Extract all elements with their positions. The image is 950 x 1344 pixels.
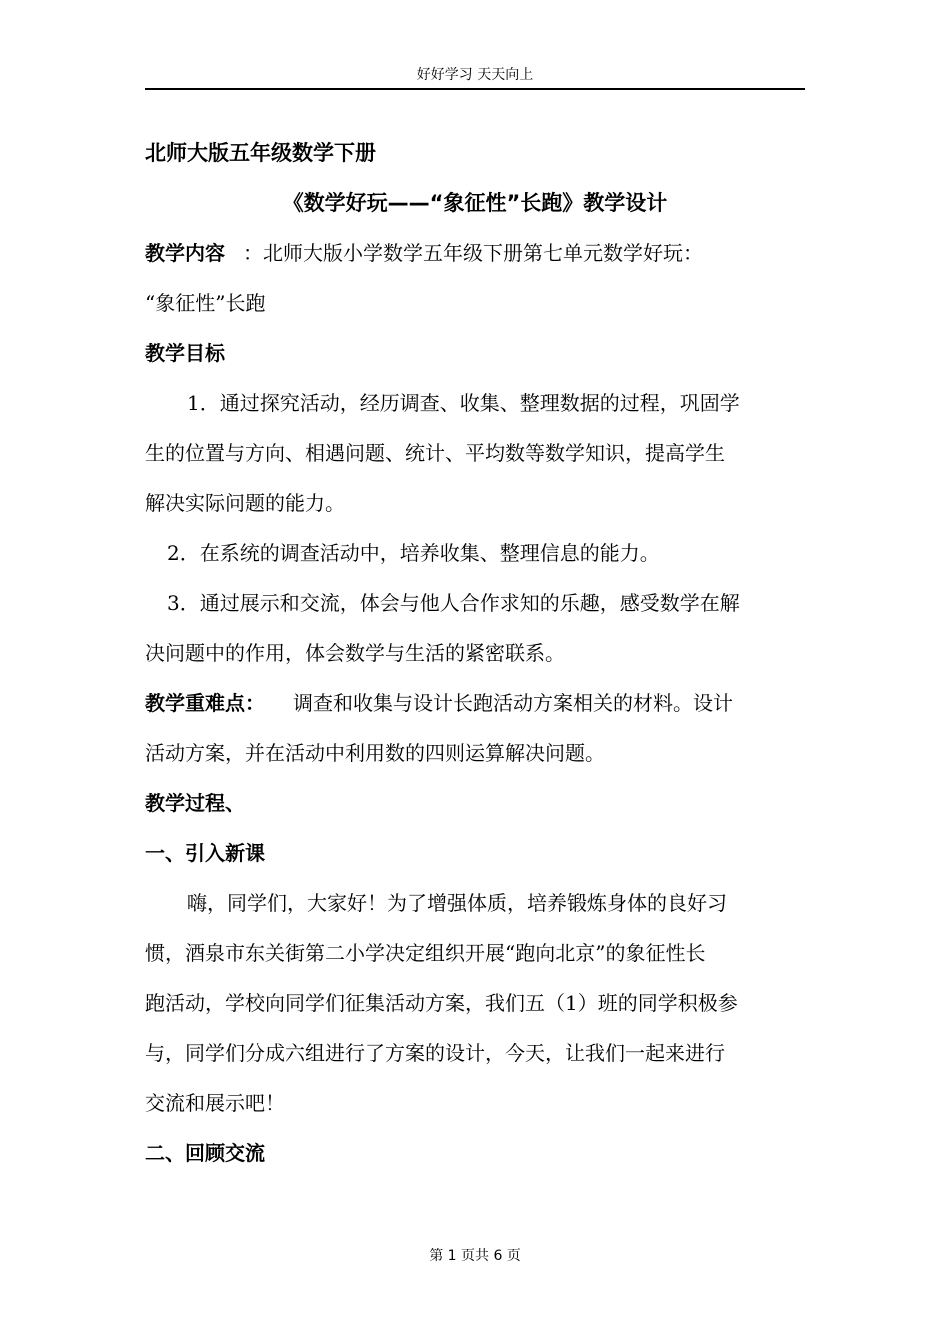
document-body	[145, 128, 805, 1178]
teaching-content-text2: “象征性”长跑	[145, 291, 266, 315]
section-1-para-line5: 交流和展示吧！	[145, 1091, 285, 1115]
section-1-para-line4: 与，同学们分成六组进行了方案的设计，今天，让我们一起来进行	[145, 1041, 725, 1065]
teaching-content-label: 教学内容	[145, 241, 225, 265]
goal-1-line1: 1．通过探究活动，经历调查、收集、整理数据的过程，巩固学	[187, 391, 740, 415]
goal-1-line3: 解决实际问题的能力。	[145, 491, 345, 515]
teaching-goals-label: 教学目标	[145, 341, 225, 365]
key-points-label: 教学重难点：	[145, 691, 265, 715]
section-1-para-line3: 跑活动，学校向同学们征集活动方案，我们五（1）班的同学积极参	[145, 991, 738, 1015]
section-1-para-line1: 嗨，同学们，大家好！为了增强体质，培养锻炼身体的良好习	[187, 891, 727, 915]
key-points-line2: 活动方案，并在活动中利用数的四则运算解决问题。	[145, 741, 605, 765]
teaching-content	[145, 228, 805, 278]
goal-1-line2: 生的位置与方向、相遇问题、统计、平均数等数学知识，提高学生	[145, 441, 725, 465]
section-1-title: 一、引入新课	[145, 841, 265, 865]
teaching-process-label: 教学过程、	[145, 791, 245, 815]
teaching-content-sep: ：	[243, 241, 263, 265]
goal-3-line2: 决问题中的作用，体会数学与生活的紧密联系。	[145, 641, 565, 665]
document-title-line1: 北师大版五年级数学下册	[145, 141, 376, 165]
key-points-line1: 调查和收集与设计长跑活动方案相关的材料。设计	[293, 691, 733, 715]
section-1-para-line2: 惯，酒泉市东关街第二小学决定组织开展“跑向北京”的象征性长	[145, 941, 706, 965]
teaching-content-text1: 北师大版小学数学五年级下册第七单元数学好玩：	[263, 241, 703, 265]
page-header: 好好学习 天天向上	[145, 62, 805, 90]
section-2-title: 二、回顾交流	[145, 1141, 265, 1165]
page-footer: 第 1 页共 6 页	[429, 1248, 521, 1264]
goal-2: 2．在系统的调查活动中，培养收集、整理信息的能力。	[167, 541, 660, 565]
goal-3-line1: 3．通过展示和交流，体会与他人合作求知的乐趣，感受数学在解	[167, 591, 740, 615]
key-points	[145, 678, 805, 728]
document-title-line2: 《数学好玩——“象征性”长跑》教学设计	[282, 191, 668, 215]
